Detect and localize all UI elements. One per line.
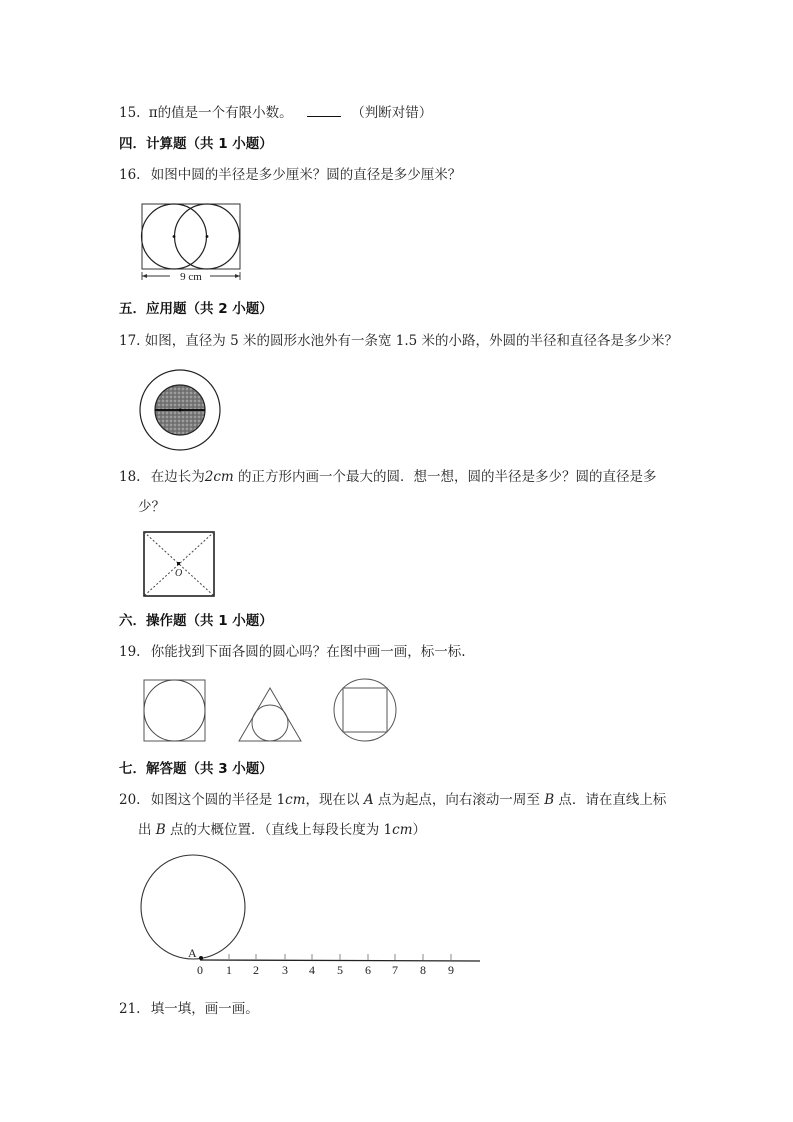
question-text: ，现在以 [305, 792, 360, 808]
unit: cm [285, 792, 306, 808]
circle-in-square [144, 680, 205, 741]
question-17 [119, 332, 678, 350]
tick-label: 5 [337, 963, 343, 977]
tick-marks [229, 954, 451, 960]
question-text: 在边长为 [150, 469, 205, 485]
question-number: 16. [119, 167, 141, 183]
question-18-line2: 少？ [138, 499, 165, 515]
question-20 [119, 791, 666, 809]
question-text: 点的大概位置．（直线上每段长度为 1 [170, 822, 393, 838]
question-number: 15. [119, 105, 141, 121]
section-heading-6: 六．操作题（共 1 小题） [119, 613, 273, 629]
figure-two-circles-rectangle [138, 200, 248, 286]
question-text: 如图这个圆的半径是 1 [150, 792, 286, 808]
point-label: A [363, 792, 374, 808]
question-16 [119, 166, 461, 184]
figure-rolling-circle-number-line [130, 850, 490, 985]
question-number: 17. [119, 333, 141, 349]
square-in-circle [334, 679, 396, 741]
question-text: π的值是一个有限小数。 [148, 105, 293, 121]
question-text: 出 [138, 822, 152, 838]
question-15 [119, 104, 432, 122]
figure-pool-with-path [138, 368, 224, 454]
tick-label: 8 [420, 963, 426, 977]
question-18 [119, 468, 657, 486]
figure-find-circle-centers [130, 670, 410, 750]
tick-label: 7 [392, 963, 398, 977]
center-label: O [175, 568, 183, 579]
unit: cm [392, 822, 413, 838]
question-19 [119, 643, 466, 661]
question-text: 点．请在直线上标 [558, 792, 667, 808]
tick-label: 2 [253, 963, 259, 977]
question-number: 19. [119, 644, 141, 660]
value: 2 [204, 469, 214, 485]
circle-in-triangle [239, 688, 301, 741]
tick-label: 1 [226, 963, 232, 977]
question-suffix: （判断对错） [351, 105, 433, 121]
figure-square-diagonals [142, 530, 218, 598]
question-text: 的正方形内画一个最大的圆．想一想，圆的半径是多少？圆的直径是多 [238, 469, 657, 485]
unit: cm [213, 469, 234, 485]
question-21 [119, 1000, 259, 1018]
point-label: B [155, 822, 166, 838]
answer-blank[interactable] [307, 104, 341, 117]
section-heading-7: 七．解答题（共 3 小题） [119, 761, 273, 777]
point-label: B [544, 792, 555, 808]
question-20-line2 [138, 821, 426, 839]
question-text: 点为起点，向右滚动一周至 [377, 792, 540, 808]
question-number: 20. [119, 792, 141, 808]
tick-label: 0 [197, 963, 203, 977]
section-heading-4: 四．计算题（共 1 小题） [119, 136, 273, 152]
dimension-label: 9 cm [180, 271, 202, 283]
question-text: 填一填，画一画。 [150, 1001, 259, 1017]
tick-label: 6 [365, 963, 371, 977]
question-text: ） [412, 822, 427, 838]
tick-label: 9 [448, 963, 454, 977]
section-heading-5: 五．应用题（共 2 小题） [119, 301, 273, 317]
tick-labels [197, 963, 454, 977]
question-number: 21. [119, 1001, 141, 1017]
question-text: 如图中圆的半径是多少厘米？圆的直径是多少厘米？ [150, 167, 462, 183]
tick-label: 3 [282, 963, 288, 977]
question-text: 你能找到下面各圆的圆心吗？在图中画一画，标一标. [150, 644, 466, 660]
question-text: 如图，直径为 5 米的圆形水池外有一条宽 1.5 米的小路，外圆的半径和直径各是多少米？ [144, 333, 679, 349]
start-point-label: A [188, 946, 197, 960]
question-number: 18. [119, 469, 141, 485]
tick-label: 4 [309, 963, 315, 977]
